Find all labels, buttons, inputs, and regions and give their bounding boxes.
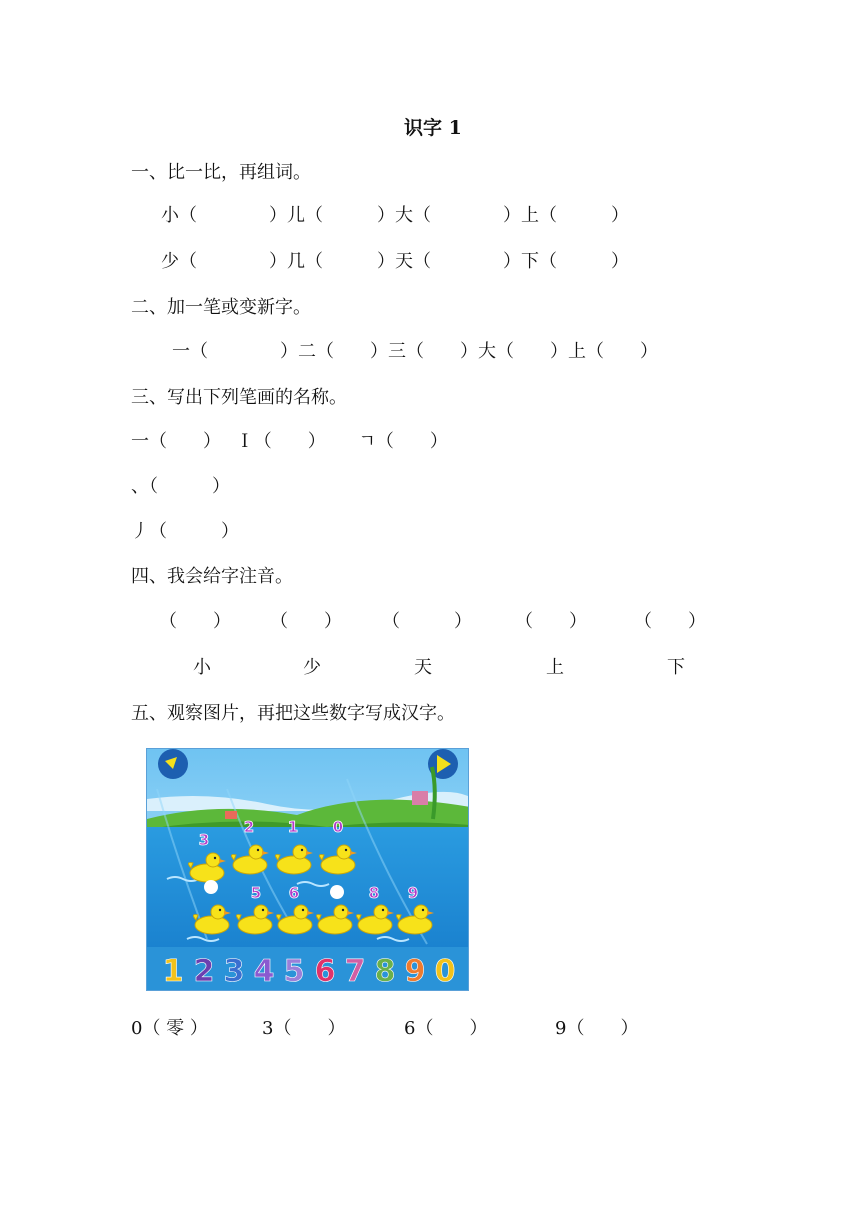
number-strip-digit: 2 <box>193 954 215 989</box>
duck-label: 2 <box>243 818 255 836</box>
answer-3: 3（ ） <box>262 1018 346 1039</box>
section-2-row-1: 一（ ）二（ ）三（ ）大（ ）上（ ） <box>172 341 658 362</box>
duck-label: 5 <box>250 884 262 902</box>
number-strip-digit: 9 <box>404 954 426 989</box>
duck-label: 1 <box>287 818 299 836</box>
number-strip-digit: 1 <box>162 954 184 989</box>
section-3-row-2: 、（ ） <box>131 476 230 497</box>
section-3-row-3: 丿（ ） <box>131 521 239 542</box>
pinyin-bracket: （ ） <box>270 611 342 632</box>
ducks-picture <box>146 748 469 991</box>
pinyin-bracket: （ ） <box>382 611 472 632</box>
answer-9: 9（ ） <box>555 1018 639 1039</box>
duck-label: 9 <box>407 884 419 902</box>
number-strip-digit: 6 <box>314 954 336 989</box>
pinyin-char: 少 <box>303 657 321 678</box>
page-title: 识字 1 <box>404 117 462 139</box>
pinyin-bracket: （ ） <box>634 611 706 632</box>
section-4-heading: 四、我会给字注音。 <box>131 566 293 587</box>
pinyin-char: 天 <box>414 657 432 678</box>
pinyin-char: 小 <box>193 657 211 678</box>
pinyin-char: 下 <box>667 657 685 678</box>
section-3-row-1: 一（ ） Ｉ（ ） ㄱ（ ） <box>131 431 448 452</box>
pinyin-bracket: （ ） <box>515 611 587 632</box>
pinyin-bracket: （ ） <box>159 611 231 632</box>
section-5-heading: 五、观察图片，再把这些数字写成汉字。 <box>131 703 455 724</box>
duck-label: 8 <box>368 884 380 902</box>
duck-label: 0 <box>332 818 344 836</box>
number-strip-digit: 8 <box>374 954 396 989</box>
answer-0: 0（ 零 ） <box>131 1018 208 1039</box>
number-strip-digit: 7 <box>344 954 366 989</box>
pinyin-char: 上 <box>546 657 564 678</box>
section-2-heading: 二、加一笔或变新字。 <box>131 297 311 318</box>
blank-ball-icon <box>204 880 218 894</box>
answer-6: 6（ ） <box>404 1018 488 1039</box>
section-3-heading: 三、写出下列笔画的名称。 <box>131 387 347 408</box>
number-strip-digit: 0 <box>434 954 456 989</box>
number-strip-digit: 5 <box>283 954 305 989</box>
number-strip-digit: 3 <box>223 954 245 989</box>
duck-label: 6 <box>288 884 300 902</box>
blank-ball-icon <box>330 885 344 899</box>
section-1-row-2: 少（ ）几（ ）天（ ）下（ ） <box>161 251 629 272</box>
duck-label: 3 <box>198 831 210 849</box>
number-strip-digit: 4 <box>253 954 275 989</box>
section-1-heading: 一、比一比，再组词。 <box>131 162 311 183</box>
section-1-row-1: 小（ ）儿（ ）大（ ）上（ ） <box>161 205 629 226</box>
